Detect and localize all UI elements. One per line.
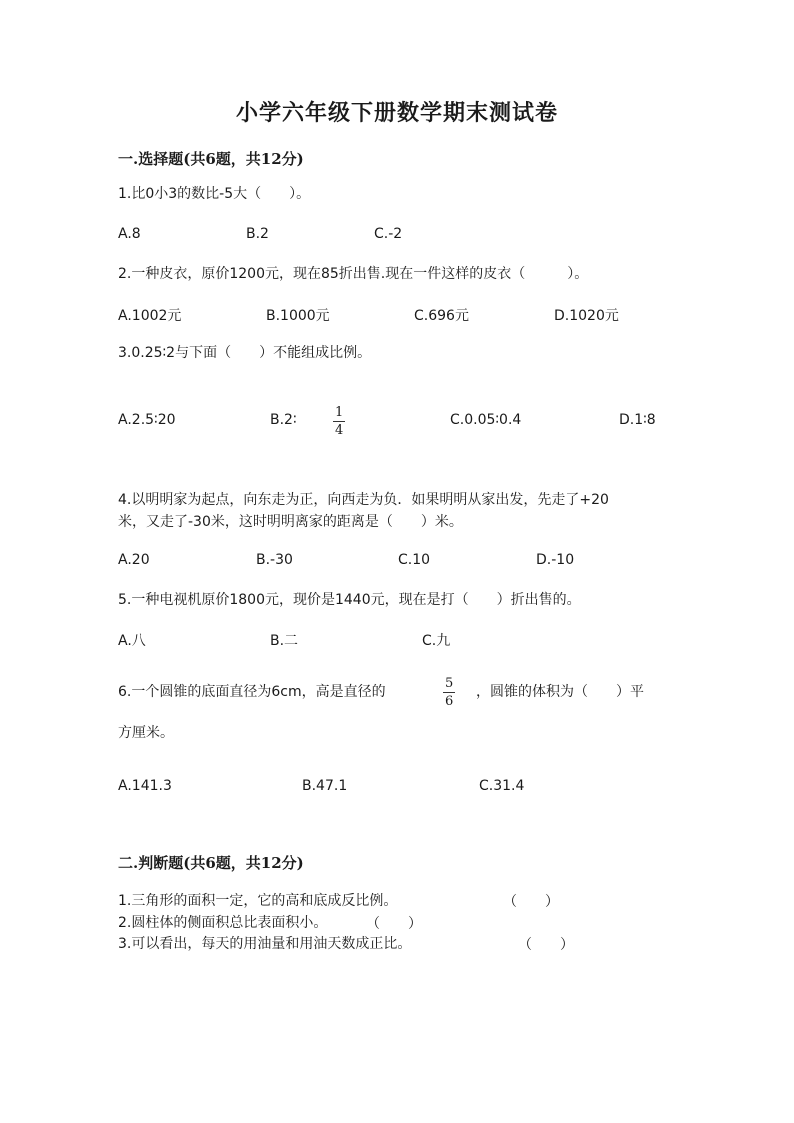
fraction-bar bbox=[443, 692, 455, 693]
question-3-option-b-fraction bbox=[333, 405, 345, 438]
question-6-text-line2: 方厘米。 bbox=[118, 725, 174, 741]
question-4-text-line1: 4.以明明家为起点，向东走为正，向西走为负．如果明明从家出发，先走了+20 bbox=[118, 492, 609, 508]
judgement-item-2-bracket: （ ） bbox=[366, 916, 422, 932]
question-6-option-b: B.47.1 bbox=[302, 778, 348, 794]
question-4-option-d: D.-10 bbox=[536, 552, 575, 568]
question-6-text-part2: ，圆锥的体积为（ ）平 bbox=[476, 684, 644, 700]
question-3-option-a: A.2.5∶20 bbox=[118, 412, 176, 428]
question-1-text: 1.比0小3的数比-5大（ ）。 bbox=[118, 186, 311, 202]
question-6-option-a: A.141.3 bbox=[118, 778, 172, 794]
question-3-option-c: C.0.05∶0.4 bbox=[450, 412, 522, 428]
judgement-item-2-text: 2.圆柱体的侧面积总比表面积小。 bbox=[118, 915, 328, 931]
question-6-fraction bbox=[443, 676, 455, 709]
section-heading-choice: 一.选择题(共6题，共12分) bbox=[118, 150, 304, 168]
fraction-denominator: 4 bbox=[335, 423, 344, 438]
judgement-item-3-text: 3.可以看出，每天的用油量和用油天数成正比。 bbox=[118, 936, 412, 952]
question-4-option-c: C.10 bbox=[398, 552, 431, 568]
question-1-option-a: A.8 bbox=[118, 226, 141, 242]
question-3-option-d: D.1∶8 bbox=[619, 412, 656, 428]
question-1-option-b: B.2 bbox=[246, 226, 269, 242]
question-2-option-c: C.696元 bbox=[414, 308, 469, 324]
question-3-text: 3.0.25∶2与下面（ ）不能组成比例。 bbox=[118, 345, 372, 361]
question-5-text: 5.一种电视机原价1800元，现价是1440元，现在是打（ ）折出售的。 bbox=[118, 592, 581, 608]
question-2-option-b: B.1000元 bbox=[266, 308, 330, 324]
question-4-option-a: A.20 bbox=[118, 552, 150, 568]
question-5-option-a: A.八 bbox=[118, 633, 146, 649]
question-2-option-d: D.1020元 bbox=[554, 308, 619, 324]
page-title: 小学六年级下册数学期末测试卷 bbox=[235, 100, 558, 126]
judgement-item-1-bracket: （ ） bbox=[503, 894, 559, 910]
question-5-option-b: B.二 bbox=[270, 633, 299, 649]
judgement-item-3-bracket: （ ） bbox=[518, 937, 574, 953]
question-4-option-b: B.-30 bbox=[256, 552, 293, 568]
judgement-item-1-text: 1.三角形的面积一定，它的高和底成反比例。 bbox=[118, 893, 398, 909]
question-4-text-line2: 米，又走了-30米，这时明明离家的距离是（ ）米。 bbox=[118, 514, 463, 530]
question-2-option-a: A.1002元 bbox=[118, 308, 182, 324]
question-1-option-c: C.-2 bbox=[374, 226, 403, 242]
fraction-numerator: 5 bbox=[445, 676, 454, 691]
question-6-option-c: C.31.4 bbox=[479, 778, 525, 794]
question-2-text: 2.一种皮衣，原价1200元，现在85折出售.现在一件这样的皮衣（ ）。 bbox=[118, 266, 589, 282]
question-3-option-b: B.2∶ bbox=[270, 412, 297, 428]
section-heading-judgement: 二.判断题(共6题，共12分) bbox=[118, 854, 304, 872]
question-6-text-part1: 6.一个圆锥的底面直径为6cm，高是直径的 bbox=[118, 684, 386, 700]
fraction-denominator: 6 bbox=[445, 694, 454, 709]
fraction-numerator: 1 bbox=[335, 405, 344, 420]
fraction-bar bbox=[333, 421, 345, 422]
question-5-option-c: C.九 bbox=[422, 633, 451, 649]
